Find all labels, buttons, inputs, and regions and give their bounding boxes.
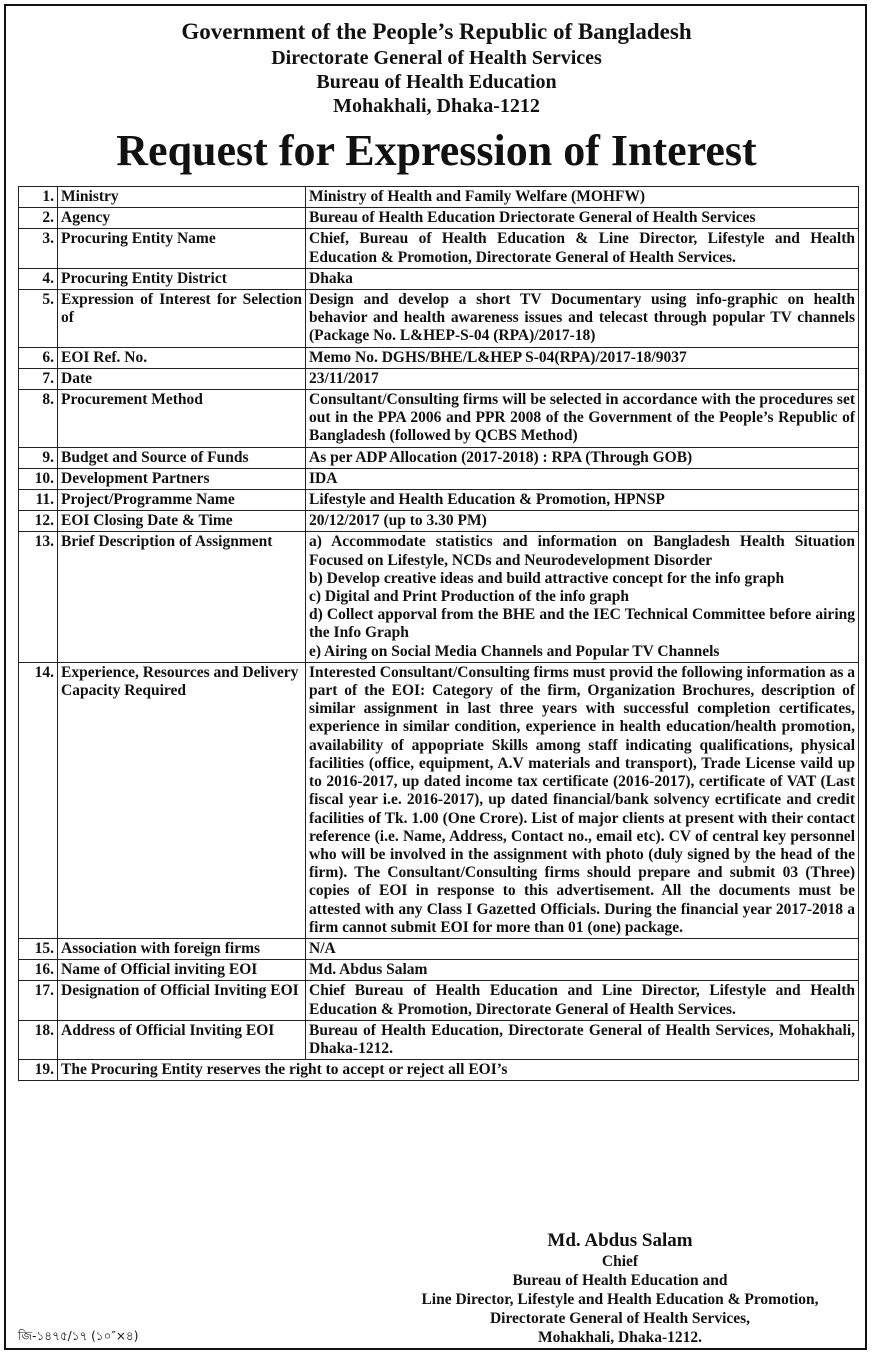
row-number: 15. <box>19 938 58 959</box>
row-value: 23/11/2017 <box>306 368 859 389</box>
signatory-directorate: Directorate General of Health Services, <box>489 1310 751 1327</box>
row-value: 20/12/2017 (up to 3.30 PM) <box>306 511 859 532</box>
row-value: As per ADP Allocation (2017-2018) : RPA (Through GOB) <box>306 447 859 468</box>
table-row <box>19 960 859 981</box>
address-line: Mohakhali, Dhaka-1212 <box>333 95 540 117</box>
row-number: 6. <box>19 347 58 368</box>
row-number: 17. <box>19 981 58 1020</box>
row-label: Agency <box>58 208 306 229</box>
row-number: 12. <box>19 511 58 532</box>
table-row <box>19 447 859 468</box>
row-number: 2. <box>19 208 58 229</box>
row-label: Project/Programme Name <box>58 490 306 511</box>
table-row <box>19 1020 859 1059</box>
table-row <box>19 981 859 1020</box>
table-row <box>19 468 859 489</box>
table-row <box>19 290 859 348</box>
row-number: 9. <box>19 447 58 468</box>
row-number: 13. <box>19 532 58 662</box>
table-row <box>19 511 859 532</box>
table-row <box>19 938 859 959</box>
row-label: Name of Official inviting EOI <box>58 960 306 981</box>
row-label: EOI Ref. No. <box>58 347 306 368</box>
row-label: Budget and Source of Funds <box>58 447 306 468</box>
signatory-office: Bureau of Health Education and <box>512 1272 728 1289</box>
letterhead <box>4 18 869 118</box>
signatory-address: Mohakhali, Dhaka-1212. <box>537 1329 703 1346</box>
assignment-description <box>306 532 859 662</box>
bureau-name: Bureau of Health Education <box>316 71 557 93</box>
row-label: Date <box>58 368 306 389</box>
row-label: Procuring Entity District <box>58 268 306 289</box>
row-number: 14. <box>19 662 58 938</box>
row-value: Memo No. DGHS/BHE/L&HEP S-04(RPA)/2017-18/9037 <box>306 347 859 368</box>
row-label: Procurement Method <box>58 390 306 448</box>
row-number: 5. <box>19 290 58 348</box>
row-number: 10. <box>19 468 58 489</box>
assignment-item: a) Accommodate statistics and information on Bangladesh Health Situation Focused on Lifestyle, NCDs and Neurodevelopment Disorder <box>309 533 855 569</box>
row-label: Ministry <box>58 187 306 208</box>
row-value: Ministry of Health and Family Welfare (MOHFW) <box>306 187 859 208</box>
row-number: 1. <box>19 187 58 208</box>
row-number: 8. <box>19 390 58 448</box>
row-value: Bureau of Health Education Driectorate General of Health Services <box>306 208 859 229</box>
signatory-title: Chief <box>601 1253 639 1270</box>
row-value: Design and develop a short TV Documentary using info-graphic on health behavior and health awareness issues and telecast through popular TV channels (Package No. L&HEP-S-04 (RPA)/2017-18) <box>306 290 859 348</box>
table-row <box>19 187 859 208</box>
row-number: 16. <box>19 960 58 981</box>
table-row <box>19 229 859 268</box>
government-name: Government of the People’s Republic of Bangladesh <box>181 19 692 44</box>
row-value: Dhaka <box>306 268 859 289</box>
signature-block <box>380 1230 860 1347</box>
table-row <box>19 268 859 289</box>
eoi-table <box>18 186 859 1081</box>
row-value: Md. Abdus Salam <box>306 960 859 981</box>
row-label: Experience, Resources and Delivery Capacity Required <box>58 662 306 938</box>
signatory-designation: Line Director, Lifestyle and Health Education & Promotion, <box>421 1291 819 1308</box>
assignment-item: d) Collect apporval from the BHE and the IEC Technical Committee before airing the Info Graph <box>309 606 855 642</box>
row-value: Consultant/Consulting firms will be selected in accordance with the procedures set out in the PPA 2006 and PPR 2008 of the Government of the People’s Republic of Bangladesh (followed by QCBS Method) <box>306 390 859 448</box>
row-value: Interested Consultant/Consulting firms must provid the following information as a part of the EOI: Category of the firm, Organization Brochures, description of similar assignment in last three years with successful completion certificates, experience in similar condition, experience in health education/health promotion, availability of appopriate Skills among staff indicating qualifications, physical facilities (office, equipment, A.V materials and transport), Trade License vaild up to 2016-2017, up dated income tax certificate (2016-2017), certificate of VAT (Last fiscal year i.e. 2016-2017), up dated financial/bank solvency ecrtificate and credit facilities of Tk. 1.00 (One Crore). List of major clients at present with their contact reference (i.e. Name, Address, Contact no., email etc). CV of central key personnel who will be involved in the assignment with photo (duly signed by the head of the firm). The Consultant/Consulting firms should prepare and submit 03 (Three) copies of EOI in response to this advertisement. All the documents must be attested with any Class I Gazetted Officials. During the financial year 2017-2018 a firm cannot submit EOI for more than 01 (one) package. <box>306 662 859 938</box>
row-value: IDA <box>306 468 859 489</box>
table-row <box>19 368 859 389</box>
row-number: 4. <box>19 268 58 289</box>
row-label: Procuring Entity Name <box>58 229 306 268</box>
row-label: Development Partners <box>58 468 306 489</box>
row-value: Chief, Bureau of Health Education & Line Director, Lifestyle and Health Education & Promotion, Directorate General of Health Services. <box>306 229 859 268</box>
table-row <box>19 532 859 662</box>
row-label: EOI Closing Date & Time <box>58 511 306 532</box>
row-value: Chief Bureau of Health Education and Line Director, Lifestyle and Health Education & Promotion, Directorate General of Health Services. <box>306 981 859 1020</box>
row-number: 7. <box>19 368 58 389</box>
row-number: 18. <box>19 1020 58 1059</box>
row-statement: The Procuring Entity reserves the right to accept or reject all EOI’s <box>58 1060 859 1081</box>
table-row <box>19 208 859 229</box>
row-value: N/A <box>306 938 859 959</box>
table-row <box>19 347 859 368</box>
signatory-name: Md. Abdus Salam <box>547 1230 693 1251</box>
directorate-name: Directorate General of Health Services <box>271 47 602 69</box>
table-row <box>19 662 859 938</box>
row-label: Brief Description of Assignment <box>58 532 306 662</box>
table-row <box>19 490 859 511</box>
assignment-item: c) Digital and Print Production of the info graph <box>309 588 630 606</box>
row-number: 11. <box>19 490 58 511</box>
row-label: Designation of Official Inviting EOI <box>58 981 306 1020</box>
row-value: Bureau of Health Education, Directorate General of Health Services, Mohakhali, Dhaka-1212. <box>306 1020 859 1059</box>
row-value: Lifestyle and Health Education & Promotion, HPNSP <box>306 490 859 511</box>
page-title: Request for Expression of Interest <box>116 126 757 175</box>
row-label: Association with foreign firms <box>58 938 306 959</box>
assignment-item: e) Airing on Social Media Channels and Popular TV Channels <box>309 642 720 660</box>
table-row <box>19 390 859 448</box>
table-row <box>19 1060 859 1081</box>
assignment-item: b) Develop creative ideas and build attractive concept for the info graph <box>309 569 785 587</box>
row-label: Expression of Interest for Selection of <box>58 290 306 348</box>
advertisement-code: জি-১৪৭৫/১৭ (১০″×৪) <box>18 1329 139 1343</box>
row-number: 19. <box>19 1060 58 1081</box>
row-number: 3. <box>19 229 58 268</box>
row-label: Address of Official Inviting EOI <box>58 1020 306 1059</box>
